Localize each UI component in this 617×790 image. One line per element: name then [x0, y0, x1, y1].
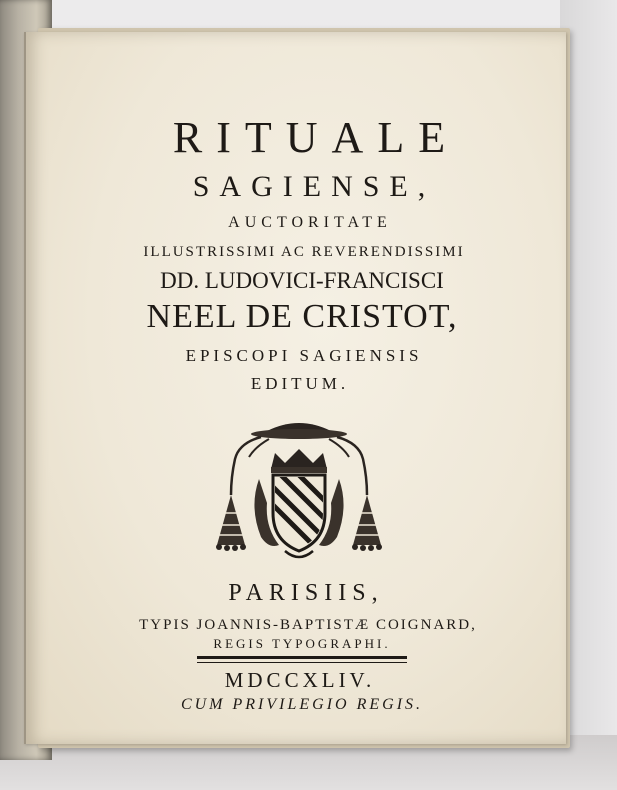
- printer-title: REGIS TYPOGRAPHI.: [213, 636, 391, 651]
- divider-rule-thin: [197, 662, 407, 663]
- bishop-given-names: DD. LUDOVICI-FRANCISCI: [160, 268, 444, 293]
- imprint-city: PARISIIS,: [228, 580, 384, 606]
- book-subtitle: SAGIENSE,: [192, 170, 436, 203]
- divider-rule-thick: [197, 656, 407, 659]
- bishop-surname: NEEL DE CRISTOT,: [146, 298, 458, 335]
- privilege-line: CUM PRIVILEGIO REGIS.: [180, 696, 424, 713]
- bishop-office: EPISCOPI SAGIENSIS: [185, 346, 423, 365]
- honorific-line: ILLUSTRISSIMI AC REVERENDISSIMI: [143, 244, 465, 260]
- publication-year: MDCCXLIV.: [224, 668, 376, 692]
- title-page: [24, 32, 566, 744]
- coat-of-arms-icon: [209, 417, 389, 567]
- book-title: RITUALE: [172, 113, 460, 162]
- printer-line: TYPIS JOANNIS-BAPTISTÆ COIGNARD,: [139, 617, 477, 633]
- auctoritate-line: AUCTORITATE: [228, 214, 392, 231]
- editum-line: EDITUM.: [250, 374, 350, 393]
